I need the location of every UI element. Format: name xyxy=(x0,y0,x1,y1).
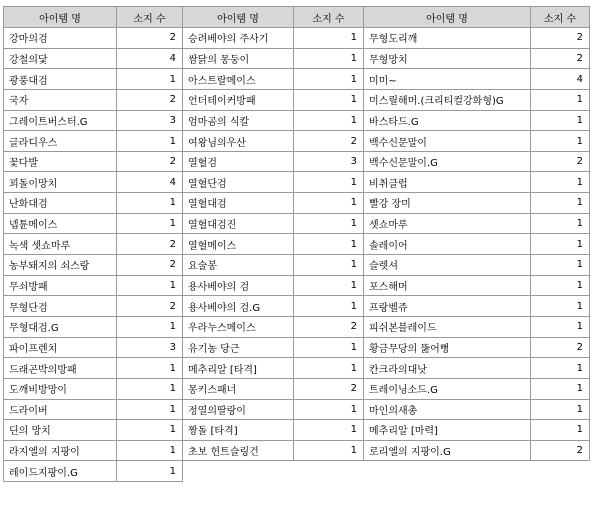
table-body xyxy=(4,28,590,482)
item-name-cell: 메추리알 [타격] xyxy=(183,358,294,379)
item-count-cell: 2 xyxy=(531,440,590,461)
item-name-cell: 요술봉 xyxy=(183,255,294,276)
item-name-cell: 녹색 셋쇼마루 xyxy=(4,234,117,255)
table-row xyxy=(4,420,590,441)
item-count-cell: 1 xyxy=(294,296,364,317)
item-count-cell: 1 xyxy=(117,420,183,441)
item-name-cell: 광풍대검 xyxy=(4,69,117,90)
item-name-cell: 열혈검 xyxy=(183,151,294,172)
item-count-cell: 1 xyxy=(531,358,590,379)
table-row xyxy=(4,234,590,255)
item-count-cell: 2 xyxy=(117,89,183,110)
item-name-cell: 강마의검 xyxy=(4,28,117,49)
item-count-cell: 1 xyxy=(117,131,183,152)
item-name-cell: 트레이닝소드.G xyxy=(364,378,531,399)
item-name-cell: 그레이트버스터.G xyxy=(4,110,117,131)
item-count-cell: 1 xyxy=(294,89,364,110)
item-count-cell: 2 xyxy=(117,151,183,172)
item-count-cell: 1 xyxy=(294,48,364,69)
item-name-cell: 열혈대검진 xyxy=(183,213,294,234)
item-name-cell: 강철의닻 xyxy=(4,48,117,69)
item-name-cell: 황금무당의 뚫어뻥 xyxy=(364,337,531,358)
table-row xyxy=(4,48,590,69)
item-name-cell: 백수신문말이 xyxy=(364,131,531,152)
count-header: 소지 수 xyxy=(531,7,590,28)
item-name-cell: 레이드지팡이.G xyxy=(4,461,117,482)
item-count-cell: 2 xyxy=(531,151,590,172)
item-count-cell: 1 xyxy=(531,255,590,276)
item-name-cell: 파이프렌치 xyxy=(4,337,117,358)
item-name-cell: 비취클럽 xyxy=(364,172,531,193)
item-name-cell: 로리엘의 지팡이.G xyxy=(364,440,531,461)
item-name-cell: 빨강 장미 xyxy=(364,193,531,214)
table-row xyxy=(4,28,590,49)
item-count-cell: 1 xyxy=(531,296,590,317)
item-count-cell: 2 xyxy=(294,378,364,399)
item-name-cell: 무형도리깨 xyxy=(364,28,531,49)
item-count-cell: 2 xyxy=(294,316,364,337)
item-count-cell: 3 xyxy=(294,151,364,172)
item-count-cell: 1 xyxy=(531,378,590,399)
item-name-cell: 열혈단검 xyxy=(183,172,294,193)
item-count-cell: 1 xyxy=(294,193,364,214)
item-count-cell: 4 xyxy=(531,69,590,90)
item-count-cell: 1 xyxy=(531,213,590,234)
item-count-cell: 1 xyxy=(294,255,364,276)
item-count-cell: 1 xyxy=(117,461,183,482)
item-name-cell: 메추리알 [마력] xyxy=(364,420,531,441)
table-row xyxy=(4,110,590,131)
item-count-cell: 2 xyxy=(117,296,183,317)
table-row xyxy=(4,399,590,420)
item-name-cell: 국자 xyxy=(4,89,117,110)
item-name-cell: 쌈닭의 몽둥이 xyxy=(183,48,294,69)
item-name-cell: 난화대검 xyxy=(4,193,117,214)
item-name-cell: 아스트랄메이스 xyxy=(183,69,294,90)
count-header: 소지 수 xyxy=(294,7,364,28)
item-name-cell: 여왕님의우산 xyxy=(183,131,294,152)
item-name-cell: 열혈메이스 xyxy=(183,234,294,255)
item-count-cell: 1 xyxy=(117,275,183,296)
item-name-cell: 슬렛셔 xyxy=(364,255,531,276)
item-name-header: 아이템 명 xyxy=(364,7,531,28)
item-count-cell: 1 xyxy=(531,172,590,193)
item-count-cell: 1 xyxy=(294,440,364,461)
item-name-cell: 농부돼지의 쇠스랑 xyxy=(4,255,117,276)
item-name-cell: 용사베야의 검 xyxy=(183,275,294,296)
item-name-cell: 무쇠방패 xyxy=(4,275,117,296)
item-count-cell: 1 xyxy=(294,399,364,420)
item-count-cell: 1 xyxy=(117,378,183,399)
item-count-cell: 1 xyxy=(531,316,590,337)
item-name-cell: 바스타드.G xyxy=(364,110,531,131)
item-count-cell: 1 xyxy=(294,28,364,49)
item-name-cell: 유기농 당근 xyxy=(183,337,294,358)
item-name-cell: 백수신문말이.G xyxy=(364,151,531,172)
item-count-cell: 1 xyxy=(531,193,590,214)
inventory-table xyxy=(3,6,590,482)
table-row xyxy=(4,316,590,337)
empty-cell xyxy=(531,461,590,482)
item-name-cell: 드라이버 xyxy=(4,399,117,420)
item-name-cell: 도깨비방망이 xyxy=(4,378,117,399)
empty-cell xyxy=(364,461,531,482)
item-count-cell: 1 xyxy=(294,234,364,255)
item-name-cell: 정열의딸랑이 xyxy=(183,399,294,420)
item-name-cell: 딘의 망치 xyxy=(4,420,117,441)
item-name-cell: 포스해머 xyxy=(364,275,531,296)
table-row xyxy=(4,461,590,482)
item-count-cell: 1 xyxy=(117,316,183,337)
item-count-cell: 1 xyxy=(531,420,590,441)
item-name-cell: 열혈대검 xyxy=(183,193,294,214)
item-count-cell: 1 xyxy=(294,420,364,441)
item-name-cell: 칸크라의대낫 xyxy=(364,358,531,379)
item-name-cell: 몽키스패너 xyxy=(183,378,294,399)
item-count-cell: 1 xyxy=(294,358,364,379)
table-row xyxy=(4,255,590,276)
item-name-cell: 승려베야의 주사기 xyxy=(183,28,294,49)
inventory-table-container xyxy=(3,6,590,482)
item-name-cell: 우라누스메이스 xyxy=(183,316,294,337)
item-name-cell: 마인의새총 xyxy=(364,399,531,420)
item-name-cell: 엄마곰의 식칼 xyxy=(183,110,294,131)
table-row xyxy=(4,151,590,172)
item-name-cell: 미스릴해머.(크리티컬강화형)G xyxy=(364,89,531,110)
item-name-cell: 셋쇼마루 xyxy=(364,213,531,234)
item-count-cell: 1 xyxy=(117,213,183,234)
table-row xyxy=(4,337,590,358)
item-name-cell: 라지엘의 지팡이 xyxy=(4,440,117,461)
item-count-cell: 2 xyxy=(531,28,590,49)
item-count-cell: 1 xyxy=(294,337,364,358)
table-row xyxy=(4,69,590,90)
item-name-cell: 솔레이어 xyxy=(364,234,531,255)
item-name-cell: 드래곤박의방패 xyxy=(4,358,117,379)
item-name-cell: 짱돌 [타격] xyxy=(183,420,294,441)
item-count-cell: 1 xyxy=(294,110,364,131)
table-row xyxy=(4,296,590,317)
item-count-cell: 1 xyxy=(294,213,364,234)
count-header: 소지 수 xyxy=(117,7,183,28)
table-row xyxy=(4,193,590,214)
item-name-cell: 피쉬본블레이드 xyxy=(364,316,531,337)
item-name-cell: 무형망치 xyxy=(364,48,531,69)
item-count-cell: 1 xyxy=(294,275,364,296)
header-row xyxy=(4,7,590,28)
item-count-cell: 2 xyxy=(117,255,183,276)
table-row xyxy=(4,172,590,193)
item-count-cell: 1 xyxy=(531,131,590,152)
item-count-cell: 1 xyxy=(117,440,183,461)
item-count-cell: 1 xyxy=(117,69,183,90)
table-row xyxy=(4,440,590,461)
item-count-cell: 4 xyxy=(117,48,183,69)
item-name-cell: 용사베야의 검.G xyxy=(183,296,294,317)
item-name-cell: 글라디우스 xyxy=(4,131,117,152)
item-count-cell: 1 xyxy=(531,89,590,110)
item-name-cell: 꽃다발 xyxy=(4,151,117,172)
item-name-cell: 언더테이커방패 xyxy=(183,89,294,110)
item-name-cell: 넵튠메이스 xyxy=(4,213,117,234)
item-count-cell: 1 xyxy=(117,358,183,379)
table-row xyxy=(4,275,590,296)
item-name-cell: 미미~ xyxy=(364,69,531,90)
item-count-cell: 2 xyxy=(531,337,590,358)
item-count-cell: 2 xyxy=(117,234,183,255)
item-count-cell: 1 xyxy=(531,275,590,296)
item-count-cell: 1 xyxy=(531,110,590,131)
table-row xyxy=(4,131,590,152)
empty-cell xyxy=(183,461,294,482)
table-row xyxy=(4,378,590,399)
item-name-cell: 무형단검 xyxy=(4,296,117,317)
item-count-cell: 1 xyxy=(531,234,590,255)
table-row xyxy=(4,213,590,234)
item-name-header: 아이템 명 xyxy=(4,7,117,28)
item-count-cell: 4 xyxy=(117,172,183,193)
item-name-header: 아이템 명 xyxy=(183,7,294,28)
item-name-cell: 프랑벨쥬 xyxy=(364,296,531,317)
item-name-cell: 꾀돌이망치 xyxy=(4,172,117,193)
item-name-cell: 초보 헌트슬링건 xyxy=(183,440,294,461)
empty-cell xyxy=(294,461,364,482)
item-count-cell: 1 xyxy=(117,399,183,420)
item-count-cell: 1 xyxy=(294,172,364,193)
item-count-cell: 1 xyxy=(117,193,183,214)
table-row xyxy=(4,358,590,379)
item-count-cell: 2 xyxy=(117,28,183,49)
item-count-cell: 3 xyxy=(117,110,183,131)
item-name-cell: 무형대검.G xyxy=(4,316,117,337)
item-count-cell: 1 xyxy=(294,69,364,90)
item-count-cell: 2 xyxy=(531,48,590,69)
item-count-cell: 1 xyxy=(531,399,590,420)
item-count-cell: 3 xyxy=(117,337,183,358)
item-count-cell: 2 xyxy=(294,131,364,152)
table-row xyxy=(4,89,590,110)
